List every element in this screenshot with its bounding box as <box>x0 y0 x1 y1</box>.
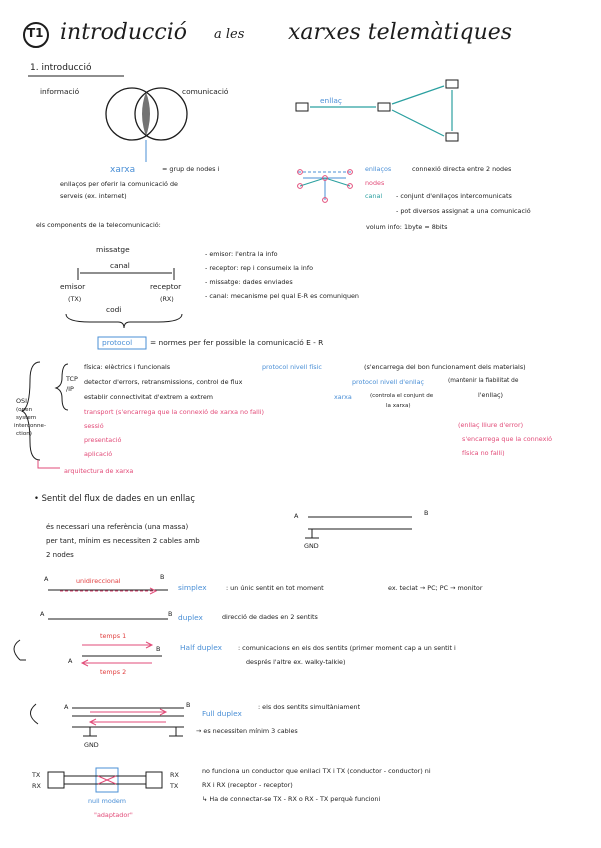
comm-def-2: - missatge: dades enviades <box>205 278 293 286</box>
null-rx-right: RX <box>170 771 179 779</box>
comm-code: codi <box>106 305 122 314</box>
volume-info: volum info: 1byte = 8bits <box>366 223 448 231</box>
comm-receiver-code: (RX) <box>160 295 174 303</box>
full-duplex-label: Full duplex <box>202 709 242 718</box>
simplex-def: : un únic sentit en tot moment <box>226 584 324 592</box>
legend-links-def: connexió directa entre 2 nodes <box>412 165 512 173</box>
simplex-a: A <box>44 575 49 583</box>
osi-layer-1-note: (mantenir la fiabilitat de <box>448 378 519 384</box>
title-connector: a les <box>214 27 245 42</box>
section1-heading: 1. introducció <box>30 63 92 73</box>
title-subject: xarxes telemàtiques <box>288 20 513 45</box>
osi-note-network: la xarxa) <box>386 403 411 409</box>
simplex-example: ex. teclat → PC; PC → monitor <box>388 584 483 592</box>
reference-line-2: per tant, mínim es necessiten 2 cables amb <box>46 537 200 545</box>
osi-arch: arquitectura de xarxa <box>64 467 134 475</box>
network-def: = grup de nodes i <box>162 165 220 173</box>
null-line-2: RX i RX (receptor - receptor) <box>202 781 293 789</box>
venn-label-info: informació <box>40 87 80 96</box>
osi-layer-3: transport (s'encarrega que la connexió de xarxa no falli) <box>84 408 265 416</box>
comm-def-1: - receptor: rep i consumeix la info <box>205 264 313 272</box>
osi-layer-2-note: (controla el conjunt de <box>370 393 434 399</box>
half-duplex-label: Half duplex <box>180 643 223 652</box>
half-a: A <box>68 657 73 665</box>
wire-b-label: B <box>424 509 429 517</box>
full-duplex-cables: → es necessiten mínim 3 cables <box>196 727 298 735</box>
osi-label: OSI <box>16 397 27 405</box>
null-line-1: no funciona un conductor que enllaci TX i TX (conductor - conductor) ni <box>202 767 431 775</box>
half-b: B <box>156 645 161 653</box>
time-2-label: temps 2 <box>100 668 127 676</box>
unidirectional-label: unidireccional <box>76 577 121 585</box>
legend-nodes: nodes <box>365 179 385 187</box>
osi-sub-2: system <box>16 415 37 421</box>
osi-layer-2-arrow: xarxa <box>334 393 352 401</box>
protocol-def: = normes per fer possible la comunicació E - R <box>150 338 324 347</box>
osi-note-link: l'enllaç) <box>478 391 503 399</box>
half-duplex-def-2: després l'altre ex. walky-talkie) <box>246 658 346 666</box>
null-tx-left: TX <box>32 771 41 779</box>
venn-left <box>106 88 158 140</box>
osi-layer-6: aplicació <box>84 450 113 458</box>
osi-side-note-3: física no falli) <box>462 449 505 457</box>
time-1-label: temps 1 <box>100 632 127 640</box>
osi-layer-2: establir connectivitat d'extrem a extrem <box>84 393 214 401</box>
osi-layer-0: física: elèctrics i funcionals <box>84 363 171 371</box>
title-badge: T1 <box>27 26 44 40</box>
node-pc-4 <box>446 133 458 141</box>
duplex-a: A <box>40 610 45 618</box>
osi-layer-1-arrow: protocol nivell d'enllaç <box>352 378 424 386</box>
osi-layer-0-note: (s'encarrega del bon funcionament dels materials) <box>364 363 526 371</box>
osi-side-note-2: s'encarrega que la connexió <box>462 435 553 443</box>
osi-sub-3: interconne- <box>14 423 46 429</box>
node-pc-2 <box>378 103 390 111</box>
graph-link-label: enllaç <box>320 96 342 105</box>
components-intro: els components de la telecomunicació: <box>36 221 161 229</box>
protocol-label: protocol <box>102 338 133 347</box>
comm-sender-code: (TX) <box>68 295 82 303</box>
node-pc-1 <box>296 103 308 111</box>
venn-label-comm: comunicació <box>182 87 229 96</box>
gnd-label: GND <box>304 542 319 550</box>
duplex-def: direcció de dades en 2 sentits <box>222 613 318 621</box>
title-main: introducció <box>60 20 187 45</box>
osi-layer-5: presentació <box>84 436 122 444</box>
osi-sub-4: ction) <box>16 431 32 437</box>
osi-sub-1: (open <box>16 407 33 413</box>
osi-side-note-1: (enllaç lliure d'error) <box>458 421 524 429</box>
osi-layer-4: sessió <box>84 422 104 430</box>
comm-def-3: - canal: mecanisme pel qual E-R es comuniquen <box>205 292 359 300</box>
full-a: A <box>64 703 69 711</box>
null-rx-left: RX <box>32 782 41 790</box>
section2-heading: • Sentit del flux de dades en un enllaç <box>34 493 195 503</box>
null-line-3: ↳ Ha de connectar-se TX - RX o RX - TX perquè funcioni <box>202 795 381 803</box>
duplex-label: duplex <box>178 613 203 622</box>
half-duplex-def: : comunicacions en els dos sentits (primer moment cap a un sentit i <box>238 644 456 652</box>
null-modem-label: null modem <box>88 797 127 805</box>
full-gnd: GND <box>84 741 99 749</box>
osi-layer-0-arrow: protocol nivell físic <box>262 363 322 371</box>
legend-channel-def1: - conjunt d'enllaços intercomunicats <box>396 192 512 200</box>
duplex-b: B <box>168 610 173 618</box>
simplex-label: simplex <box>178 583 207 592</box>
legend-channel-def2: - pot diversos assignat a una comunicació <box>396 207 531 215</box>
network-def-2: enllaços per oferir la comunicació de <box>60 180 178 188</box>
ip-label: /IP <box>66 385 74 393</box>
comm-message: missatge <box>96 245 130 254</box>
network-def-3: serveis (ex. internet) <box>60 192 127 200</box>
node-pc-3 <box>446 80 458 88</box>
null-tx-right: TX <box>170 782 179 790</box>
reference-line-1: és necessari una referència (una massa) <box>46 523 189 531</box>
full-b: B <box>186 701 191 709</box>
comm-def-0: - emisor: l'entra la info <box>205 250 278 258</box>
simplex-b: B <box>160 573 165 581</box>
null-modem-quote: "adaptador" <box>94 811 133 819</box>
reference-line-3: 2 nodes <box>46 551 74 559</box>
venn-intersection <box>142 92 150 136</box>
comm-channel: canal <box>110 261 130 270</box>
osi-layer-1: detector d'errors, retransmissions, control de flux <box>84 378 243 386</box>
legend-channel: canal <box>365 192 383 200</box>
full-duplex-def: : els dos sentits simultàniament <box>258 703 361 711</box>
comm-sender: emisor <box>60 282 86 291</box>
comm-receiver: receptor <box>150 282 182 291</box>
legend-links: enllaços <box>365 165 392 173</box>
tcp-label: TCP <box>66 375 78 383</box>
wire-a-label: A <box>294 512 299 520</box>
network-word: xarxa <box>110 165 136 175</box>
